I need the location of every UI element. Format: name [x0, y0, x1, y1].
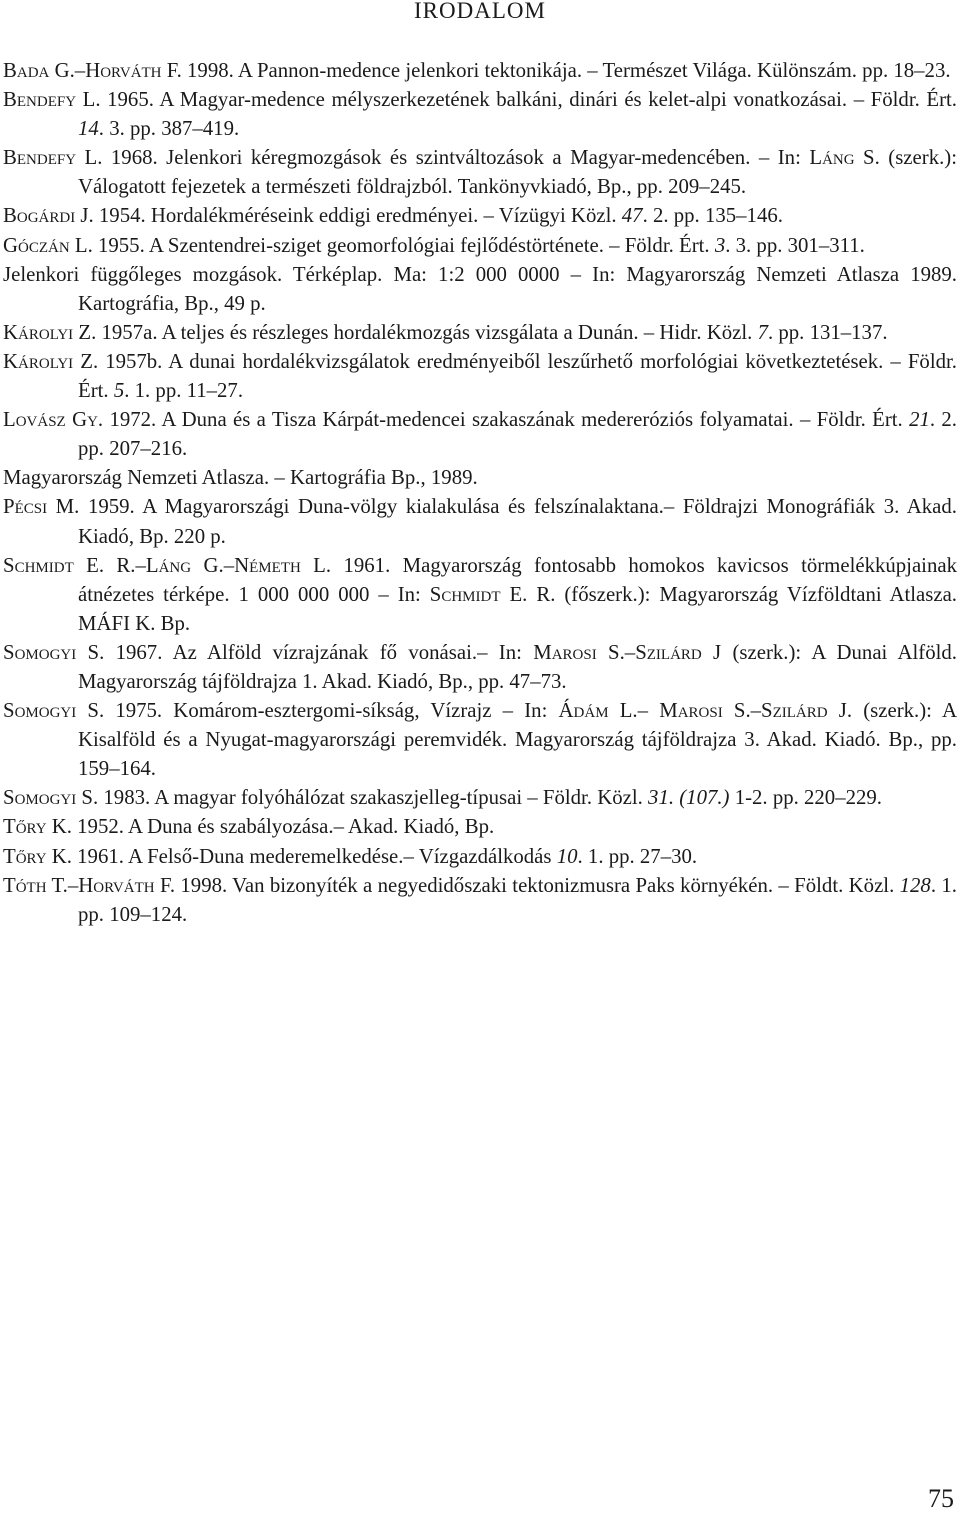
reference-text: . 1972. A Duna és a Tisza Kárpát-medencei szakaszának medereróziós folyamatai. – Földr. Ért. — [97, 408, 910, 432]
reference-text: G.– — [49, 59, 86, 82]
author-name: Schmidt — [3, 553, 74, 577]
author-name: Tóth — [3, 873, 47, 897]
reference-text: S. 1983. A magyar folyóhálózat szakaszjelleg-típusai – Földr. Közl. — [76, 786, 649, 810]
author-name: Károlyi — [3, 349, 74, 373]
author-name: Horváth — [78, 873, 155, 897]
reference-text: 1-2. pp. 220–229. — [729, 786, 883, 810]
author-name: Schmidt — [429, 582, 501, 606]
reference-entry — [3, 638, 957, 696]
reference-entry — [3, 463, 957, 492]
author-name: Bendefy — [3, 88, 77, 112]
author-name: Pécsi — [3, 495, 48, 519]
reference-text: S. 1975. Komárom-esztergomi-síkság, Vízrajz – In: — [76, 699, 559, 723]
author-name: Somogyi — [3, 786, 77, 810]
volume-number: 5 — [113, 379, 125, 403]
volume-number: 47 — [621, 204, 643, 228]
reference-text: L. 1961. Magyarország fontosabb homokos kavicsos törmelékkúpjainak átnézetes térképe. 1 000 000 000 – In: — [78, 553, 957, 606]
reference-entry — [3, 405, 957, 463]
reference-entry — [3, 231, 957, 260]
reference-text: J. (szerk.): A Kisalföld és a Nyugat-magyarországi peremvidék. Magyarország tájföldrajza 3. Akad. Kiadó. Bp., pp. 159–164. — [78, 699, 957, 781]
reference-entry — [3, 492, 957, 550]
reference-text: F. 1998. Van bizonyíték a negyedidőszaki tektonizmusra Paks környékén. – Földt. Közl. — [154, 873, 900, 897]
reference-text: F. 1998. A Pannon-medence jelenkori tektonikája. – Természet Világa. Különszám. pp. 18–23. — [161, 59, 951, 82]
reference-text: L. 1955. A Szentendrei-sziget geomorfológiai fejlődéstörténete. – Földr. Ért. — [69, 233, 715, 257]
reference-text: M. 1959. A Magyarországi Duna-völgy kialakulása és felszínalaktana.– Földrajzi Monográfiák 3. Akad. Kiadó, Bp. 220 p. — [47, 495, 957, 548]
reference-entry — [3, 812, 957, 841]
reference-text: T.– — [46, 873, 79, 897]
reference-text: Magyarország Nemzeti Atlasza. – Kartográfia Bp., 1989. — [3, 466, 478, 490]
volume-number: 7 — [757, 320, 768, 344]
volume-number: 3 — [714, 233, 726, 257]
reference-text: S.– — [596, 640, 636, 664]
author-name: Tőry — [3, 815, 47, 839]
reference-text: . 2. pp. 207–216. — [78, 408, 958, 461]
reference-text: E. R.– — [73, 553, 146, 577]
section-heading: IRODALOM — [414, 0, 546, 23]
author-name: Tőry — [3, 844, 47, 868]
author-name: Somogyi — [3, 640, 77, 664]
reference-text: S. 1967. Az Alföld vízrajzának fő vonásai.– In: — [76, 640, 534, 664]
reference-entry — [3, 201, 957, 230]
reference-entry — [3, 842, 957, 871]
reference-entry — [3, 85, 957, 143]
reference-text: E. R. (főszerk.): Magyarország Vízföldtani Atlasza. MÁFI K. Bp. — [78, 582, 957, 635]
reference-text: . 3. pp. 301–311. — [725, 233, 865, 257]
reference-entry — [3, 347, 957, 405]
volume-number: 10 — [556, 844, 578, 868]
author-name: Horváth — [85, 59, 162, 82]
reference-text: . 2. pp. 135–146. — [642, 204, 783, 228]
reference-text: Z. 1957a. A teljes és részleges hordalékmozgás vizsgálata a Dunán. – Hidr. Közl. — [73, 320, 758, 344]
author-name: Ádám — [558, 699, 609, 723]
author-name: Láng — [145, 553, 192, 577]
reference-entry — [3, 318, 957, 347]
author-name: Marosi — [533, 640, 597, 664]
reference-list — [3, 56, 957, 929]
reference-text: Jelenkori függőleges mozgások. Térképlap. Ma: 1:2 000 0000 – In: Magyarország Nemzeti Atlasza 1989. Kartográfia, Bp., 49 p. — [3, 262, 957, 315]
reference-text: L. 1965. A Magyar-medence mélyszerkezetének balkáni, dinári és kelet-alpi vonatkozásai. – Földr. Ért. — [76, 88, 957, 112]
reference-entry — [3, 143, 957, 201]
volume-number: 128 — [899, 873, 931, 897]
reference-entry — [3, 696, 957, 783]
author-name: Szilárd — [635, 640, 702, 664]
reference-text: . 1. pp. 109–124. — [78, 873, 957, 926]
reference-text: J. 1954. Hordalékméréseink eddigi eredményei. – Vízügyi Közl. — [75, 204, 622, 228]
reference-text: L. 1968. Jelenkori kéregmozgások és szintváltozások a Magyar-medencében. – In: — [76, 146, 810, 170]
author-name: Somogyi — [3, 699, 77, 723]
author-name: Németh — [234, 553, 301, 577]
author-name: Láng — [809, 146, 855, 170]
reference-entry — [3, 871, 957, 929]
reference-entry — [3, 783, 957, 812]
author-name: Bada — [3, 59, 50, 82]
author-name: Marosi — [659, 699, 723, 723]
author-name: Bogárdi — [3, 204, 76, 228]
reference-text: G.– — [191, 553, 235, 577]
reference-text: J (szerk.): A Dunai Alföld. Magyarország tájföldrajza 1. Akad. Kiadó, Bp., pp. 47–73. — [78, 640, 957, 693]
reference-entry — [3, 56, 957, 85]
author-name: Bendefy — [3, 146, 77, 170]
reference-text: . 1. pp. 11–27. — [124, 379, 244, 403]
reference-entry — [3, 260, 957, 318]
page-number: 75 — [928, 1484, 954, 1513]
author-name: Károlyi — [3, 320, 74, 344]
volume-number: 14 — [78, 117, 99, 141]
reference-text: S. (szerk.): Válogatott fejezetek a természeti földrajzból. Tankönyvkiadó, Bp., pp. 209–245. — [78, 146, 957, 199]
reference-text: . pp. 131–137. — [767, 320, 888, 344]
reference-text: L.– — [608, 699, 660, 723]
author-name: Lovász — [3, 408, 66, 432]
reference-entry — [3, 551, 957, 638]
reference-text: K. 1961. A Felső-Duna mederemelkedése.– Vízgazdálkodás — [46, 844, 557, 868]
reference-text: Z. 1957b. A dunai hordalékvizsgálatok eredményeiből leszűrhető morfológiai következtetések. – Földr. Ért. — [73, 349, 957, 403]
author-name: Szilárd — [761, 699, 828, 723]
volume-number: 21 — [909, 408, 930, 432]
reference-text: . 3. pp. 387–419. — [98, 117, 240, 141]
author-name: Góczán — [3, 233, 70, 257]
reference-text: . 1. pp. 27–30. — [577, 844, 698, 868]
author-name: Gy — [72, 408, 98, 432]
volume-number: 31. (107.) — [648, 786, 730, 810]
reference-text: S.– — [722, 699, 762, 723]
reference-text: K. 1952. A Duna és szabályozása.– Akad. Kiadó, Bp. — [46, 815, 495, 839]
